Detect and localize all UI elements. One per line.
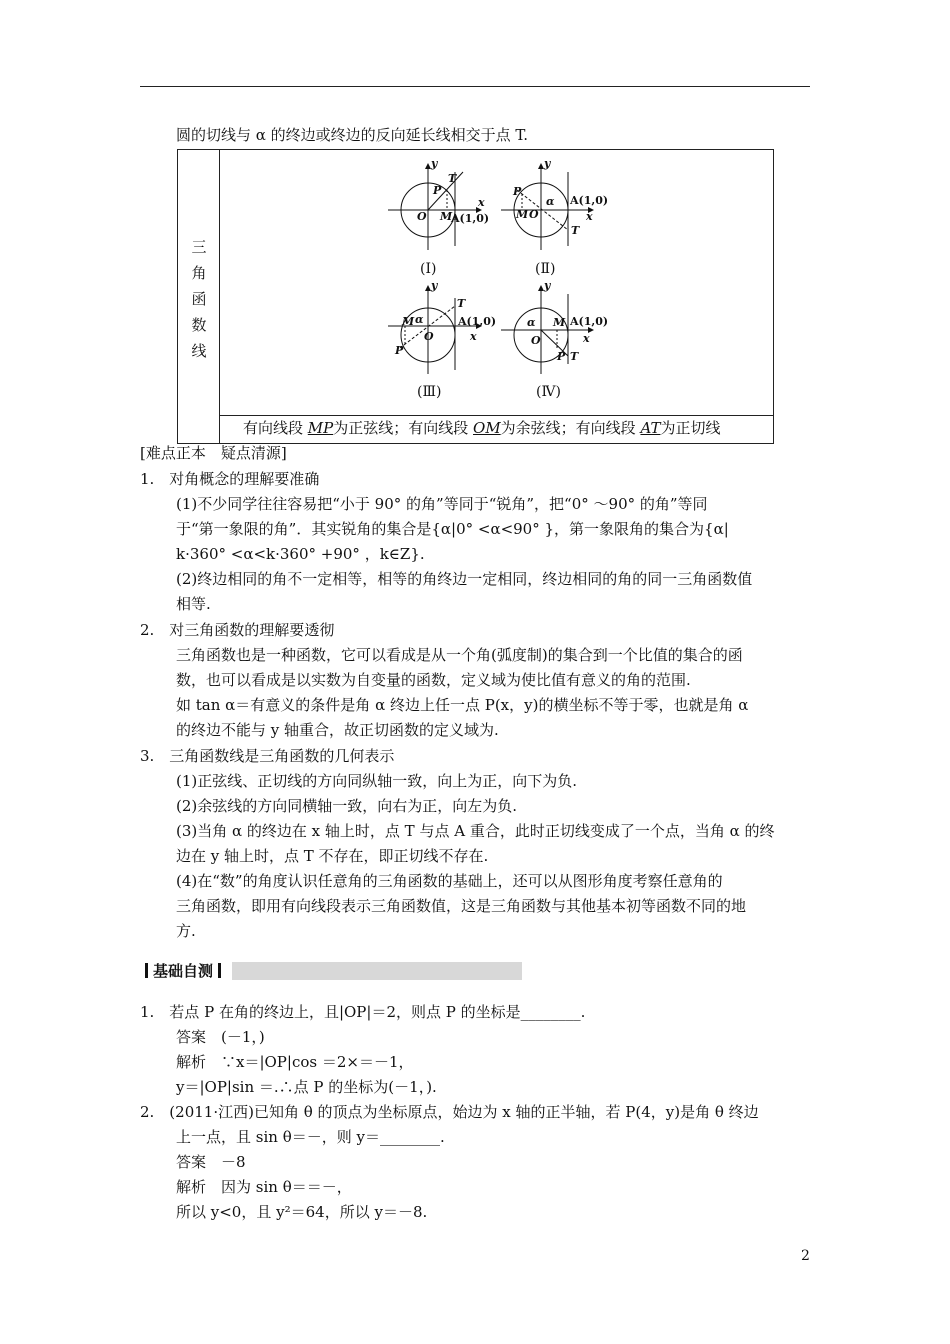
exercise-1-analysis-cont: y＝|OP|sin ＝.∴点 P 的坐标为(－1，). xyxy=(176,1078,437,1096)
svg-text:α: α xyxy=(527,316,536,329)
exercise-2-question-cont: 上一点，且 sin θ＝－，则 y＝________. xyxy=(176,1128,445,1146)
diagram-4 xyxy=(501,286,593,374)
clarify-line: 如 tan α＝有意义的条件是角 α 终边上任一点 P(x，y)的横坐标不等于零，也就是角 α xyxy=(176,696,749,714)
svg-text:T: T xyxy=(571,224,580,237)
exercise-1-question: 1. 若点 P 在角的终边上，且|OP|＝2，则点 P 的坐标是________. xyxy=(140,1003,586,1021)
svg-text:P: P xyxy=(557,350,566,363)
svg-text:O: O xyxy=(417,210,427,223)
clarify-line: 相等. xyxy=(176,595,211,613)
diagram-1 xyxy=(388,164,481,250)
table-row-divider xyxy=(219,415,774,416)
table-footer: 有向线段 MP为正弦线；有向线段 OM为余弦线；有向线段 AT为正切线 xyxy=(243,419,721,437)
caption-3: (Ⅲ) xyxy=(417,384,442,400)
svg-text:x: x xyxy=(478,196,485,209)
clarify-line: (3)当角 α 的终边在 x 轴上时，点 T 与点 A 重合，此时正切线变成了一个点，当角 α 的终 xyxy=(176,822,775,840)
exercise-2-answer: 答案 －8 xyxy=(176,1153,246,1171)
caption-1: (Ⅰ) xyxy=(420,261,437,277)
svg-text:O: O xyxy=(529,208,539,221)
clarify-line: (1)不少同学往往容易把“小于 90° 的角”等同于“锐角”，把“0° ～90° 的角”等同 xyxy=(176,495,708,513)
svg-text:x: x xyxy=(586,210,593,223)
section-title: 基础自测 xyxy=(140,960,232,982)
svg-text:α: α xyxy=(415,313,424,326)
svg-text:P: P xyxy=(395,344,404,357)
svg-text:P: P xyxy=(433,184,442,197)
page-number: 2 xyxy=(801,1248,810,1264)
clarify-item-1: 1. 对角概念的理解要准确 xyxy=(140,470,320,488)
svg-text:T: T xyxy=(448,172,457,185)
clarify-line: 边在 y 轴上时，点 T 不存在，即正切线不存在. xyxy=(176,847,489,865)
clarify-line: 于“第一象限的角”．其实锐角的集合是{α|0° <α<90° }，第一象限角的集合为{α| xyxy=(176,520,729,538)
svg-text:O: O xyxy=(531,334,541,347)
svg-text:y: y xyxy=(544,157,551,170)
caption-2: (Ⅱ) xyxy=(535,261,556,277)
svg-text:M: M xyxy=(516,208,529,221)
svg-text:O: O xyxy=(424,330,434,343)
clarify-header: [难点正本 疑点清源] xyxy=(140,444,287,462)
diagram-3 xyxy=(388,286,481,374)
clarify-line: (2)终边相同的角不一定相等，相等的角终边一定相同，终边相同的角的同一三角函数值 xyxy=(176,570,753,588)
clarify-line: (4)在“数”的角度认识任意角的三角函数的基础上，还可以从图形角度考察任意角的 xyxy=(176,872,723,890)
exercise-2-analysis-cont: 所以 y<0，且 y²＝64，所以 y＝－8. xyxy=(176,1203,428,1221)
svg-text:M: M xyxy=(553,316,566,329)
clarify-line: (1)正弦线、正切线的方向同纵轴一致，向上为正，向下为负. xyxy=(176,772,578,790)
clarify-line: 三角函数，即用有向线段表示三角函数值，这是三角函数与其他基本初等函数不同的地 xyxy=(176,897,747,915)
table-intro: 圆的切线与 α 的终边或终边的反向延长线相交于点 T. xyxy=(176,126,529,144)
clarify-line: 方. xyxy=(176,922,196,940)
exercise-1-answer: 答案 (－1，) xyxy=(176,1028,265,1046)
svg-text:A(1,0): A(1,0) xyxy=(570,315,609,328)
svg-text:A(1,0): A(1,0) xyxy=(570,194,609,207)
clarify-line: 三角函数也是一种函数，它可以看成是从一个角(弧度制)的集合到一个比值的集合的函 xyxy=(176,646,743,664)
header-rule xyxy=(140,86,810,87)
clarify-item-2: 2. 对三角函数的理解要透彻 xyxy=(140,621,335,639)
svg-text:M: M xyxy=(402,315,415,328)
svg-text:T: T xyxy=(570,350,579,363)
svg-text:A(1,0): A(1,0) xyxy=(451,212,490,225)
svg-text:A(1,0): A(1,0) xyxy=(458,315,497,328)
clarify-line: 数，也可以看成是以实数为自变量的函数，定义域为使比值有意义的角的范围. xyxy=(176,671,691,689)
table-row-label: 三 角 函 数 线 xyxy=(191,238,207,360)
exercise-1-analysis: 解析 ∵x＝|OP|cos ＝2×＝－1， xyxy=(176,1053,414,1071)
svg-text:y: y xyxy=(431,279,438,292)
caption-4: (Ⅳ) xyxy=(536,384,561,400)
svg-text:x: x xyxy=(583,332,590,345)
svg-text:P: P xyxy=(513,185,522,198)
svg-text:M: M xyxy=(440,210,453,223)
trig-line-diagrams xyxy=(219,150,774,415)
clarify-line: (2)余弦线的方向同横轴一致，向右为正，向左为负. xyxy=(176,797,518,815)
svg-text:α: α xyxy=(546,195,555,208)
svg-text:x: x xyxy=(470,330,477,343)
exercise-2-question: 2. (2011·江西)已知角 θ 的顶点为坐标原点，始边为 x 轴的正半轴，若 P(4，y)是角 θ 终边 xyxy=(140,1103,759,1121)
clarify-line: k·360° <α<k·360° +90° ，k∈Z}. xyxy=(176,545,425,563)
svg-text:y: y xyxy=(431,157,438,170)
clarify-item-3: 3. 三角函数线是三角函数的几何表示 xyxy=(140,747,395,765)
svg-text:T: T xyxy=(457,297,466,310)
clarify-line: 的终边不能与 y 轴重合，故正切函数的定义域为. xyxy=(176,721,499,739)
svg-text:y: y xyxy=(544,279,551,292)
exercise-2-analysis: 解析 因为 sin θ＝＝－， xyxy=(176,1178,352,1196)
